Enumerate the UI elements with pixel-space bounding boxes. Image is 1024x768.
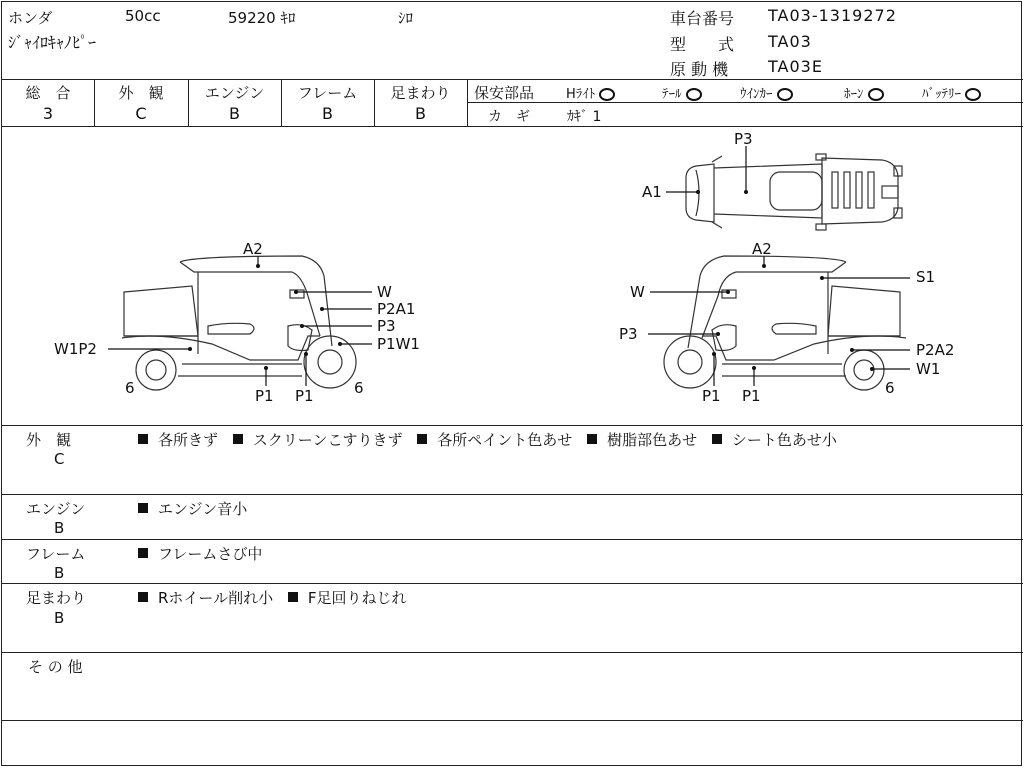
- diagram-label: W1P2: [54, 340, 97, 358]
- engine-value: TA03E: [768, 57, 823, 76]
- divider: [2, 720, 1023, 721]
- diagram-label: 6: [354, 379, 364, 397]
- right-side-scooter: [664, 256, 906, 390]
- ok-circle-icon: [686, 88, 702, 101]
- section-grade-engine: B: [54, 519, 65, 537]
- note-item: 各所ペイント色あせ: [417, 431, 582, 449]
- ok-circle-icon: [777, 88, 793, 101]
- section-title-exterior: 外 観: [26, 431, 72, 449]
- model-name: ｼﾞｬｲﾛｷｬﾉﾋﾟｰ: [8, 33, 97, 52]
- engine-label: 原 動 機: [670, 60, 729, 79]
- color: ｼﾛ: [398, 9, 414, 27]
- grade-engine-label: エンジン: [204, 84, 265, 102]
- note-item: 各所きず: [138, 431, 228, 449]
- section-notes-frame: [138, 543, 272, 564]
- safety-item-taillight: ﾃｰﾙ: [662, 83, 702, 102]
- section-title-suspension: 足まわり: [26, 589, 87, 607]
- note-item: スクリーンこすりきず: [233, 431, 413, 449]
- divider: [467, 102, 1023, 103]
- note-item: 樹脂部色あせ: [587, 431, 707, 449]
- divider: [2, 79, 1023, 80]
- section-notes-exterior: [138, 429, 847, 450]
- section-notes-suspension: [138, 587, 417, 608]
- diagram-label: 6: [885, 379, 895, 397]
- safety-item-headlight: Hﾗｲﾄ: [566, 83, 615, 102]
- diagram-label: A2: [243, 240, 263, 258]
- section-grade-suspension: B: [54, 609, 65, 627]
- grade-suspension-value: B: [415, 104, 426, 123]
- diagram-label: P1W1: [377, 335, 420, 353]
- diagram-label: P3: [734, 130, 753, 148]
- diagram-label: P3: [619, 325, 638, 343]
- ok-circle-icon: [599, 88, 615, 101]
- grade-overall-label: 総 合: [25, 84, 71, 102]
- note-item: シート色あせ小: [712, 431, 847, 449]
- damage-diagram: [2, 126, 1023, 436]
- grade-engine-value: B: [229, 104, 240, 123]
- divider: [2, 425, 1023, 426]
- note-item: エンジン音小: [138, 500, 257, 518]
- diagram-label: W: [377, 283, 392, 301]
- maker: ホンダ: [8, 9, 53, 27]
- diagram-label: P2A2: [916, 341, 955, 359]
- diagram-label: A2: [752, 240, 772, 258]
- diagram-label: S1: [916, 268, 936, 286]
- diagram-label: 6: [125, 379, 135, 397]
- divider: [2, 539, 1023, 540]
- section-grade-frame: B: [54, 564, 65, 582]
- section-grade-exterior: C: [54, 450, 65, 468]
- safety-label: 保安部品: [474, 84, 535, 102]
- section-title-frame: フレーム: [26, 545, 86, 563]
- diagram-label: P3: [377, 317, 396, 335]
- grade-overall-value: 3: [42, 104, 54, 123]
- divider: [2, 494, 1023, 495]
- left-side-scooter: [122, 256, 356, 390]
- diagram-label: P1: [295, 387, 314, 405]
- grade-frame-label: フレーム: [297, 84, 358, 102]
- diagram-label: W: [630, 283, 645, 301]
- grade-frame-value: B: [322, 104, 333, 123]
- note-item: フレームさび中: [138, 545, 272, 563]
- grade-exterior-label: 外 観: [118, 84, 164, 102]
- divider: [2, 652, 1023, 653]
- top-view-scooter: [686, 154, 902, 230]
- diagram-label: P1: [255, 387, 274, 405]
- diagram-label: P2A1: [377, 300, 416, 318]
- note-item: Rホイール削れ小: [138, 589, 283, 607]
- ok-circle-icon: [868, 88, 884, 101]
- diagram-label: P1: [742, 387, 761, 405]
- diagram-label: A1: [642, 183, 662, 201]
- type-value: TA03: [768, 32, 812, 51]
- frame-no: TA03-1319272: [768, 6, 897, 25]
- inspection-sheet: [1, 1, 1022, 766]
- safety-item-horn: ﾎｰﾝ: [844, 83, 884, 102]
- leader-lines: [108, 146, 910, 386]
- diagram-label: W1: [916, 360, 941, 378]
- key-label: カ ギ: [488, 109, 530, 125]
- safety-item-winker: ｳｲﾝｶｰ: [740, 83, 793, 102]
- safety-item-battery: ﾊﾞｯﾃﾘｰ: [922, 83, 981, 102]
- diagram-label: P1: [702, 387, 721, 405]
- leader-dots: [188, 190, 874, 371]
- grade-exterior-value: C: [135, 104, 147, 123]
- section-title-other: そ の 他: [28, 658, 83, 676]
- ok-circle-icon: [965, 88, 981, 101]
- divider: [2, 583, 1023, 584]
- displacement: 50cc: [125, 7, 161, 25]
- key-value: ｶｷﾞ 1: [567, 109, 602, 125]
- type-label: 型 式: [670, 35, 735, 54]
- mileage: 59220 ｷﾛ: [228, 9, 296, 27]
- section-notes-engine: [138, 498, 257, 519]
- section-title-engine: エンジン: [26, 500, 86, 518]
- grade-suspension-label: 足まわり: [390, 84, 451, 102]
- note-item: F足回りねじれ: [288, 589, 417, 607]
- frame-no-label: 車台番号: [670, 9, 735, 28]
